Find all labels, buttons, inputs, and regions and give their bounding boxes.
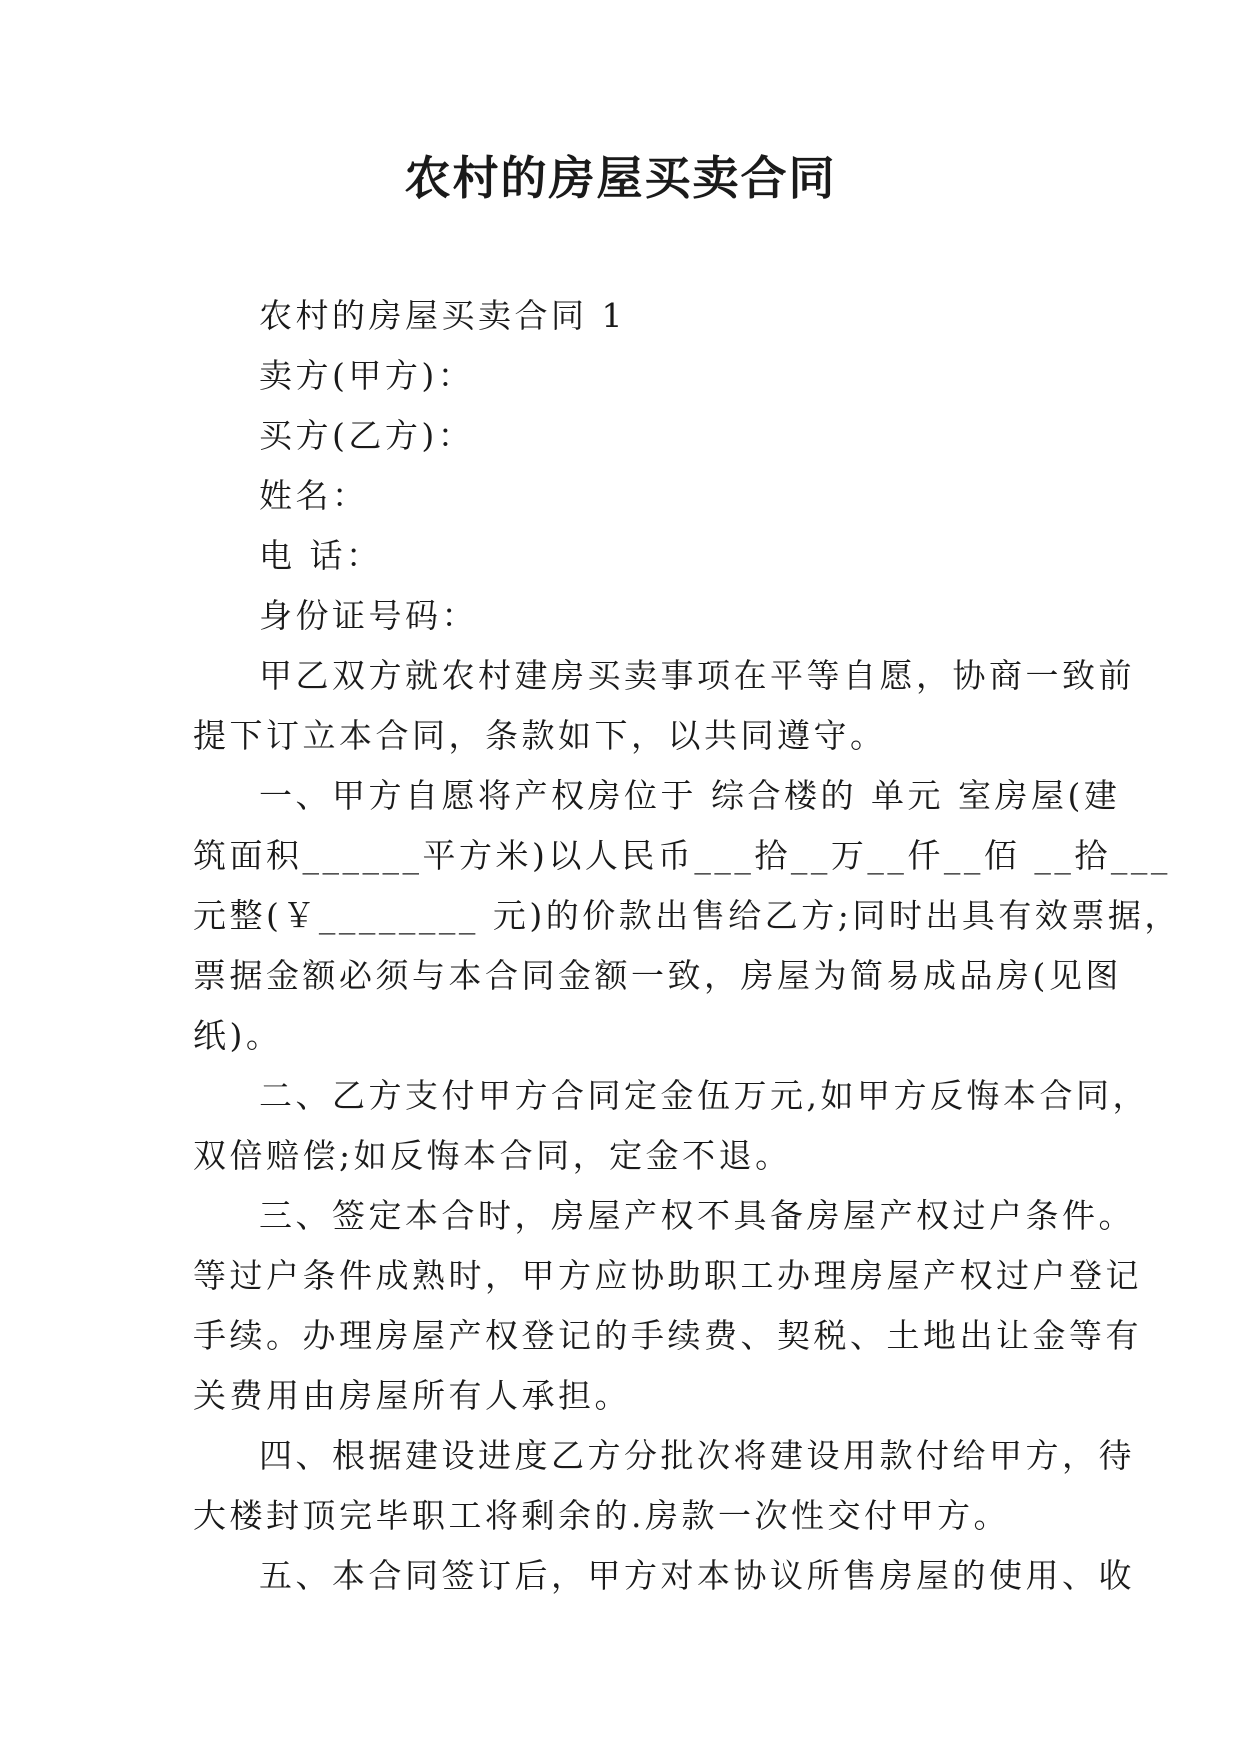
buyer-field: 买方(乙方)：: [259, 416, 475, 455]
paragraph-line: 甲乙双方就农村建房买卖事项在平等自愿，协商一致前: [259, 656, 1135, 695]
phone-field: 电 话：: [259, 536, 383, 575]
document-body: [193, 286, 1181, 1606]
paragraph-line: 提下订立本合同，条款如下，以共同遵守。: [193, 716, 887, 755]
paragraph-line: 元整(￥________ 元)的价款出售给乙方;同时出具有效票据，: [193, 896, 1181, 935]
preamble-paragraph: [193, 646, 1135, 766]
name-field: 姓名：: [259, 476, 369, 515]
paragraph-line: 筑面积______平方米)以人民币___拾__万__仟__佰 __拾___: [193, 836, 1171, 875]
paragraph-line: 三、签定本合时，房屋产权不具备房屋产权过户条件。: [259, 1196, 1135, 1235]
paragraph-line: 大楼封顶完毕职工将剩余的.房款一次性交付甲方。: [193, 1496, 1010, 1535]
page-title: 农村的房屋买卖合同: [404, 151, 837, 205]
clause-4-paragraph: [193, 1426, 1135, 1546]
paragraph-line: 票据金额必须与本合同金额一致，房屋为简易成品房(见图: [193, 956, 1122, 995]
id-number-field: 身份证号码：: [259, 596, 478, 635]
paragraph-line: 等过户条件成熟时，甲方应协助职工办理房屋产权过户登记: [193, 1256, 1142, 1295]
paragraph-line: 一、甲方自愿将产权房位于 综合楼的 单元 室房屋(建: [259, 776, 1121, 815]
paragraph-line: 双倍赔偿;如反悔本合同，定金不退。: [193, 1136, 792, 1175]
clause-3-paragraph: [193, 1186, 1142, 1426]
paragraph-line: 关费用由房屋所有人承担。: [193, 1376, 631, 1415]
paragraph-line: 五、本合同签订后，甲方对本协议所售房屋的使用、收: [259, 1556, 1135, 1595]
clause-5-paragraph: [193, 1546, 1135, 1606]
paragraph-line: 二、乙方支付甲方合同定金伍万元,如甲方反悔本合同，: [259, 1076, 1149, 1115]
paragraph-line: 四、根据建设进度乙方分批次将建设用款付给甲方，待: [259, 1436, 1135, 1475]
seller-field: 卖方(甲方)：: [259, 356, 475, 395]
paragraph-line: 手续。办理房屋产权登记的手续费、契税、土地出让金等有: [193, 1316, 1142, 1355]
clause-1-paragraph: [193, 766, 1181, 1066]
clause-2-paragraph: [193, 1066, 1149, 1186]
subtitle-line: 农村的房屋买卖合同 1: [259, 296, 626, 335]
paragraph-line: 纸)。: [193, 1016, 283, 1055]
